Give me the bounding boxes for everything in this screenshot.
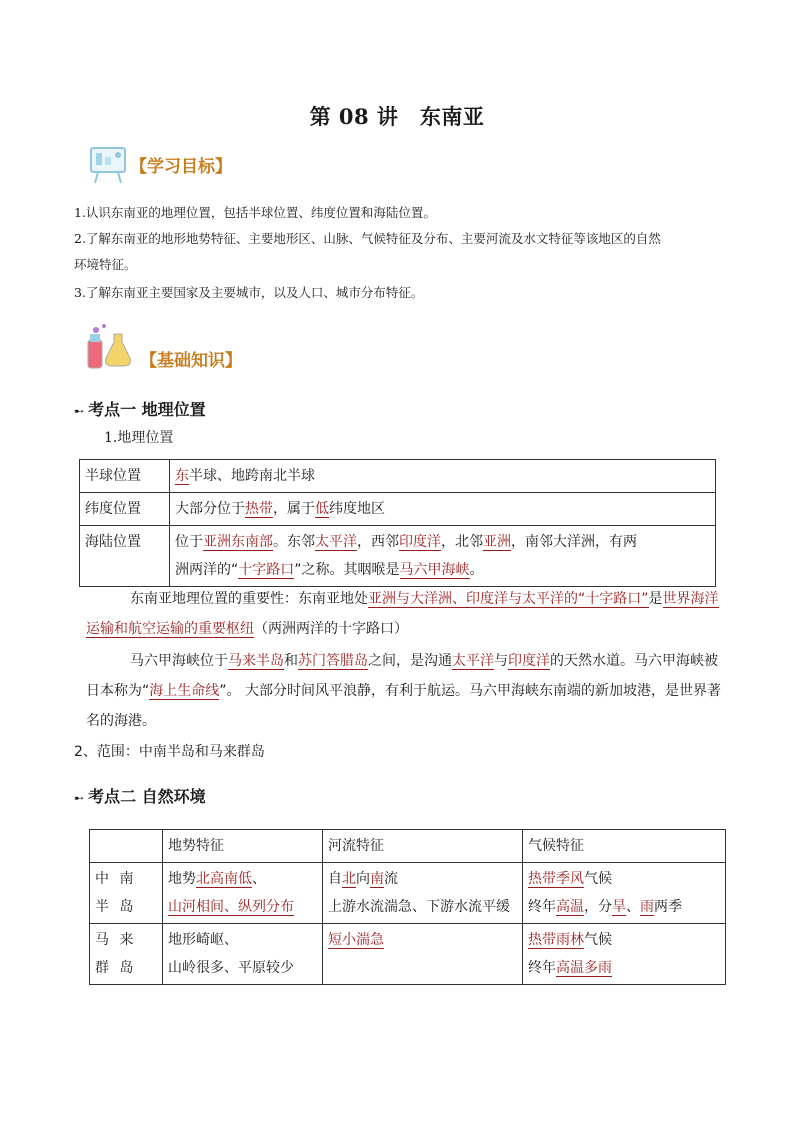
environment-table — [89, 829, 726, 985]
basics-header — [84, 322, 242, 372]
goal-line-2: 2.了解东南亚的地形地势特征、主要地形区、山脉、气候特征及分布、主要河流及水文特征等该地区的自然 — [74, 231, 661, 246]
river-cell: 短小湍急 — [323, 924, 523, 985]
goal-line-1: 1.认识东南亚的地理位置，包括半球位置、纬度位置和海陆位置。 — [74, 205, 436, 220]
basics-header-label: 【基础知识】 — [140, 350, 242, 371]
table-header-row — [90, 830, 726, 863]
table-row — [80, 460, 716, 493]
row-label: 马 来 群 岛 — [90, 924, 163, 985]
importance-paragraph: 东南亚地理位置的重要性：东南亚地处亚洲与大洋洲、印度洋与太平洋的“十字路口”是世界海洋运输和航空运输的重要枢纽（两洲两洋的十字路口） — [86, 591, 719, 637]
range-line: 2、范围：中南半岛和马来群岛 — [74, 744, 265, 760]
row-value: 东半球、地跨南北半球 — [170, 460, 716, 493]
whiteboard-icon — [88, 143, 130, 185]
kp2-title — [74, 784, 206, 807]
row-label: 海陆位置 — [80, 526, 170, 587]
table-row — [90, 863, 726, 924]
row-value: 位于亚洲东南部。东邻太平洋，西邻印度洋，北邻亚洲，南邻大洋洲，有两 洲两洋的“十字路口”之称。其咽喉是马六甲海峡。 — [170, 526, 716, 587]
kp1-subtitle: 1.地理位置 — [104, 430, 174, 446]
row-label: 纬度位置 — [80, 493, 170, 526]
malacca-paragraph: 马六甲海峡位于马来半岛和苏门答腊岛之间，是沟通太平洋与印度洋的天然水道。马六甲海峡被日本称为“海上生命线”。 大部分时间风平浪静，有利于航运。马六甲海峡东南端的新加坡港，是世界著名的海港。 — [86, 653, 721, 729]
climate-cell: 热带雨林气候 终年高温多雨 — [523, 924, 726, 985]
row-label: 半球位置 — [80, 460, 170, 493]
header-cell: 河流特征 — [323, 830, 523, 863]
table-row — [80, 526, 716, 587]
page-title: 第 08 讲 东南亚 — [309, 104, 485, 129]
river-cell: 自北向南流 上游水流湍急、下游水流平缓 — [323, 863, 523, 924]
terrain-cell: 地形崎岖、 山岭很多、平原较少 — [163, 924, 323, 985]
header-cell: 气候特征 — [523, 830, 726, 863]
header-cell — [90, 830, 163, 863]
kp1-title-text: 考点一 地理位置 — [88, 400, 206, 419]
row-label: 中 南 半 岛 — [90, 863, 163, 924]
kp1-title — [74, 397, 206, 420]
terrain-cell: 地势北高南低、 山河相间、纵列分布 — [163, 863, 323, 924]
table-row — [80, 493, 716, 526]
double-arrow-icon: ➸ — [74, 791, 85, 805]
goal-line-4: 3.了解东南亚主要国家及主要城市，以及人口、城市分布特征。 — [74, 285, 424, 300]
lab-flask-icon — [84, 322, 136, 372]
goals-header-label: 【学习目标】 — [130, 156, 232, 177]
climate-cell: 热带季风气候 终年高温，分旱、雨两季 — [523, 863, 726, 924]
kp2-title-text: 考点二 自然环境 — [88, 787, 206, 806]
header-cell: 地势特征 — [163, 830, 323, 863]
goals-header — [88, 143, 232, 185]
goal-line-3: 环境特征。 — [74, 257, 137, 272]
double-arrow-icon: ➸ — [74, 404, 85, 418]
table-row — [90, 924, 726, 985]
row-value: 大部分位于热带，属于低纬度地区 — [170, 493, 716, 526]
location-table — [79, 459, 716, 587]
